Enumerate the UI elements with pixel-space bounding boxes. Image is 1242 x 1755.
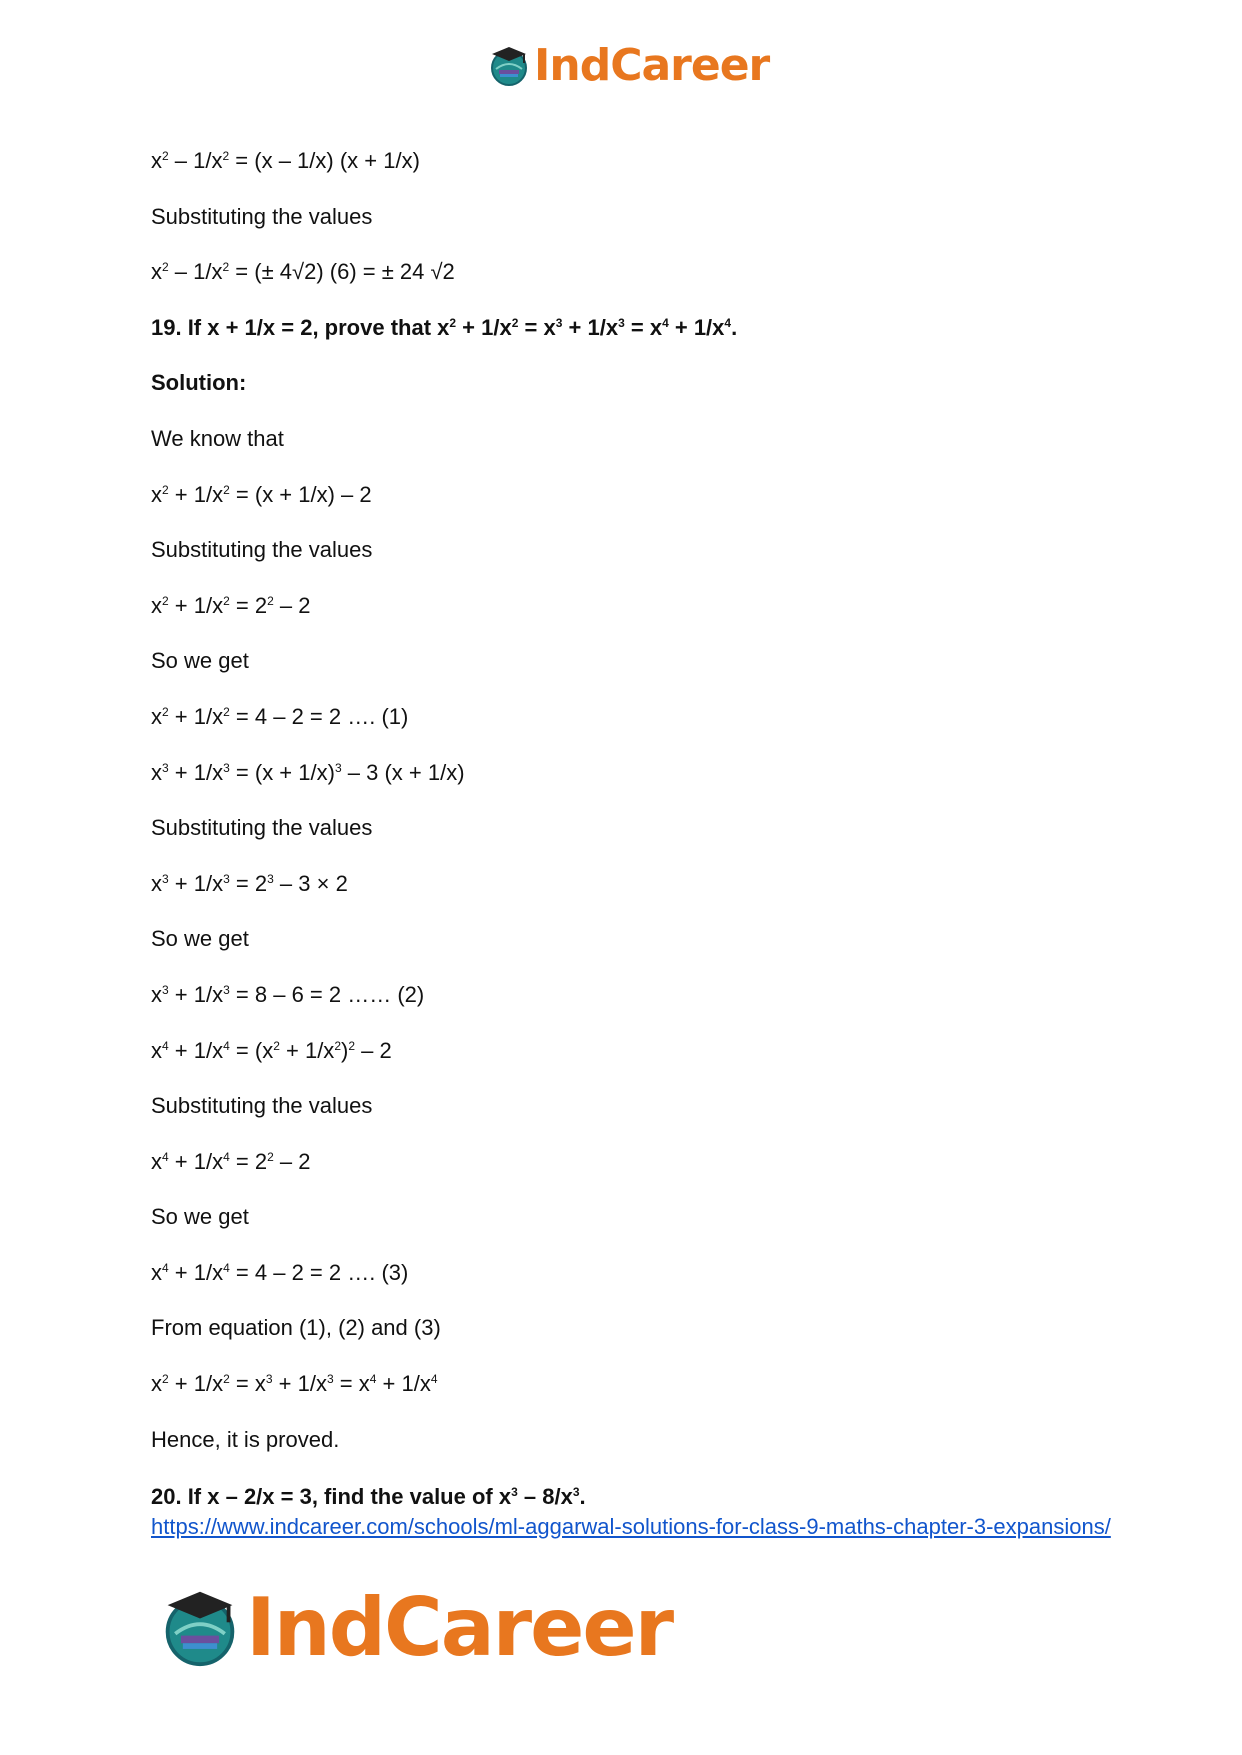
text-run: – 2 [355, 1037, 392, 1063]
text-run: x [151, 981, 162, 1007]
text-line [151, 590, 1101, 622]
superscript: 4 [369, 1372, 377, 1387]
globe-graduation-cap-icon [160, 1588, 240, 1668]
text-run: x [151, 259, 162, 285]
text-run: = (x + 1/x) – 2 [229, 481, 372, 507]
text-line [151, 979, 1101, 1011]
superscript: 2 [162, 260, 169, 275]
text-run: = (x + 1/x) [229, 759, 335, 785]
text-run: = x [518, 314, 556, 340]
text-line [151, 1424, 1101, 1456]
text-run: + 1/x [168, 759, 224, 785]
superscript: 4 [662, 315, 669, 330]
text-run: x [151, 592, 162, 618]
text-run: + 1/x [456, 314, 512, 340]
text-run: + 1/x [168, 870, 224, 896]
text-line [151, 1201, 1101, 1233]
superscript: 2 [162, 704, 169, 719]
text-line [151, 923, 1101, 955]
superscript: 2 [334, 1038, 341, 1053]
text-line [151, 868, 1101, 900]
bold-text-line [151, 367, 1101, 399]
text-run: – 1/x [168, 148, 223, 173]
text-run: + 1/x [562, 314, 619, 340]
text-run: 20. If x – 2/x = 3, find the value of x [151, 1484, 512, 1509]
text-run: x [151, 1371, 162, 1397]
superscript: 3 [326, 1372, 334, 1387]
text-run: x [151, 703, 162, 729]
globe-graduation-cap-icon [488, 45, 530, 87]
text-line [151, 645, 1101, 677]
text-run: . [731, 314, 738, 340]
text-run: = 2 [229, 870, 268, 896]
text-line [151, 145, 1101, 177]
text-run: So we get [151, 1204, 249, 1230]
text-run: – 1/x [168, 259, 223, 285]
superscript: 2 [223, 1372, 230, 1387]
superscript: 2 [162, 1372, 169, 1387]
text-run: – 3 × 2 [273, 870, 348, 896]
text-run: Substituting the values [151, 1093, 373, 1119]
superscript: 2 [267, 593, 274, 608]
text-run: – 8/x [517, 1484, 573, 1509]
superscript: 2 [162, 149, 169, 163]
superscript: 3 [265, 1372, 273, 1387]
text-line [151, 1368, 1101, 1400]
superscript: 4 [162, 1260, 169, 1275]
text-run: Substituting the values [151, 203, 373, 229]
text-run: x [151, 1259, 162, 1285]
source-link[interactable]: https://www.indcareer.com/schools/ml-aggarwal-solutions-for-class-9-maths-chapter-3-expansions/ [151, 1514, 1111, 1539]
text-run: x [151, 870, 162, 896]
superscript: 2 [511, 315, 519, 330]
superscript: 4 [223, 1038, 230, 1053]
text-line [151, 534, 1101, 566]
text-run: x [151, 759, 162, 785]
superscript: 3 [223, 982, 230, 997]
text-line [151, 701, 1101, 733]
text-line [151, 757, 1101, 789]
text-run: So we get [151, 648, 249, 674]
superscript: 3 [162, 871, 169, 886]
superscript: 2 [162, 593, 169, 608]
text-line [151, 479, 1101, 511]
text-run: + 1/x [279, 1037, 335, 1063]
superscript: 2 [162, 482, 169, 497]
superscript: 4 [223, 1260, 230, 1275]
text-run: = (± 4√2) (6) = ± 24 √2 [229, 259, 455, 285]
text-run: Substituting the values [151, 537, 373, 563]
text-line [151, 1257, 1101, 1289]
text-run: = 2 [229, 592, 268, 618]
superscript: 3 [162, 760, 169, 775]
text-run: x [151, 148, 162, 173]
text-run: + 1/x [168, 592, 224, 618]
superscript: 2 [348, 1038, 356, 1053]
superscript: 4 [430, 1372, 438, 1387]
text-line [151, 812, 1101, 844]
text-run: + 1/x [272, 1371, 327, 1397]
text-line [151, 423, 1101, 455]
text-run: – 2 [273, 592, 311, 618]
text-run: + 1/x [168, 981, 224, 1007]
text-run: – 3 (x + 1/x) [341, 759, 465, 785]
text-line [151, 1146, 1101, 1178]
text-run: Hence, it is proved. [151, 1426, 340, 1452]
text-run: = x [624, 314, 663, 340]
text-run: = 4 – 2 = 2 …. (3) [229, 1259, 409, 1285]
text-run: = 2 [229, 1148, 268, 1174]
superscript: 3 [555, 315, 563, 330]
text-line [151, 256, 1101, 288]
bold-text-line [151, 312, 1101, 344]
text-run: From equation (1), (2) and (3) [151, 1315, 441, 1341]
text-run: + 1/x [168, 703, 224, 729]
superscript: 3 [223, 760, 230, 775]
superscript: 2 [223, 704, 230, 719]
text-run: = x [333, 1371, 370, 1397]
text-line [151, 1035, 1101, 1067]
superscript: 4 [724, 315, 732, 330]
text-run: = 4 – 2 = 2 …. (1) [229, 703, 409, 729]
question-20 [151, 1482, 586, 1512]
text-run: = x [229, 1371, 266, 1397]
superscript: 3 [618, 315, 625, 330]
text-run: + 1/x [376, 1371, 431, 1397]
header-logo [488, 40, 769, 92]
text-run: We know that [151, 425, 284, 451]
text-run: x [151, 1148, 162, 1174]
text-run: + 1/x [168, 481, 224, 507]
text-run: x [151, 1037, 162, 1063]
superscript: 3 [334, 760, 342, 775]
header-logo-text: IndCareer [534, 40, 770, 91]
superscript: 2 [223, 593, 230, 608]
text-run: = (x [229, 1037, 274, 1063]
text-run: + 1/x [668, 314, 725, 340]
superscript: 2 [273, 1038, 280, 1053]
text-run: Substituting the values [151, 815, 373, 841]
text-run: + 1/x [168, 1148, 224, 1174]
text-line [151, 1312, 1101, 1344]
text-run: 19. If x + 1/x = 2, prove that x [151, 314, 450, 340]
superscript: 3 [511, 1485, 518, 1499]
superscript: 2 [222, 260, 230, 275]
superscript: 4 [162, 1038, 169, 1053]
superscript: 2 [223, 482, 230, 497]
superscript: 3 [572, 1485, 580, 1499]
text-run: + 1/x [168, 1371, 224, 1397]
superscript: 2 [267, 1149, 274, 1164]
superscript: 3 [223, 871, 230, 886]
text-run: x [151, 481, 162, 507]
superscript: 4 [223, 1149, 230, 1164]
text-run: + 1/x [168, 1037, 224, 1063]
text-run: = 8 – 6 = 2 …… (2) [229, 981, 425, 1007]
text-run: + 1/x [168, 1259, 224, 1285]
superscript: 2 [449, 315, 457, 330]
footer-logo [160, 1583, 672, 1673]
superscript: 2 [222, 149, 230, 163]
text-run: ) [341, 1037, 349, 1063]
text-run: = (x – 1/x) (x + 1/x) [229, 148, 420, 173]
solution-body [151, 145, 1101, 1479]
superscript: 4 [162, 1149, 169, 1164]
text-run: . [579, 1484, 586, 1509]
superscript: 3 [267, 871, 274, 886]
text-run: So we get [151, 926, 249, 952]
text-run: – 2 [273, 1148, 311, 1174]
text-line [151, 1090, 1101, 1122]
text-line [151, 201, 1101, 233]
superscript: 3 [162, 982, 169, 997]
footer-logo-text: IndCareer [246, 1581, 673, 1674]
text-run: Solution: [151, 370, 247, 396]
